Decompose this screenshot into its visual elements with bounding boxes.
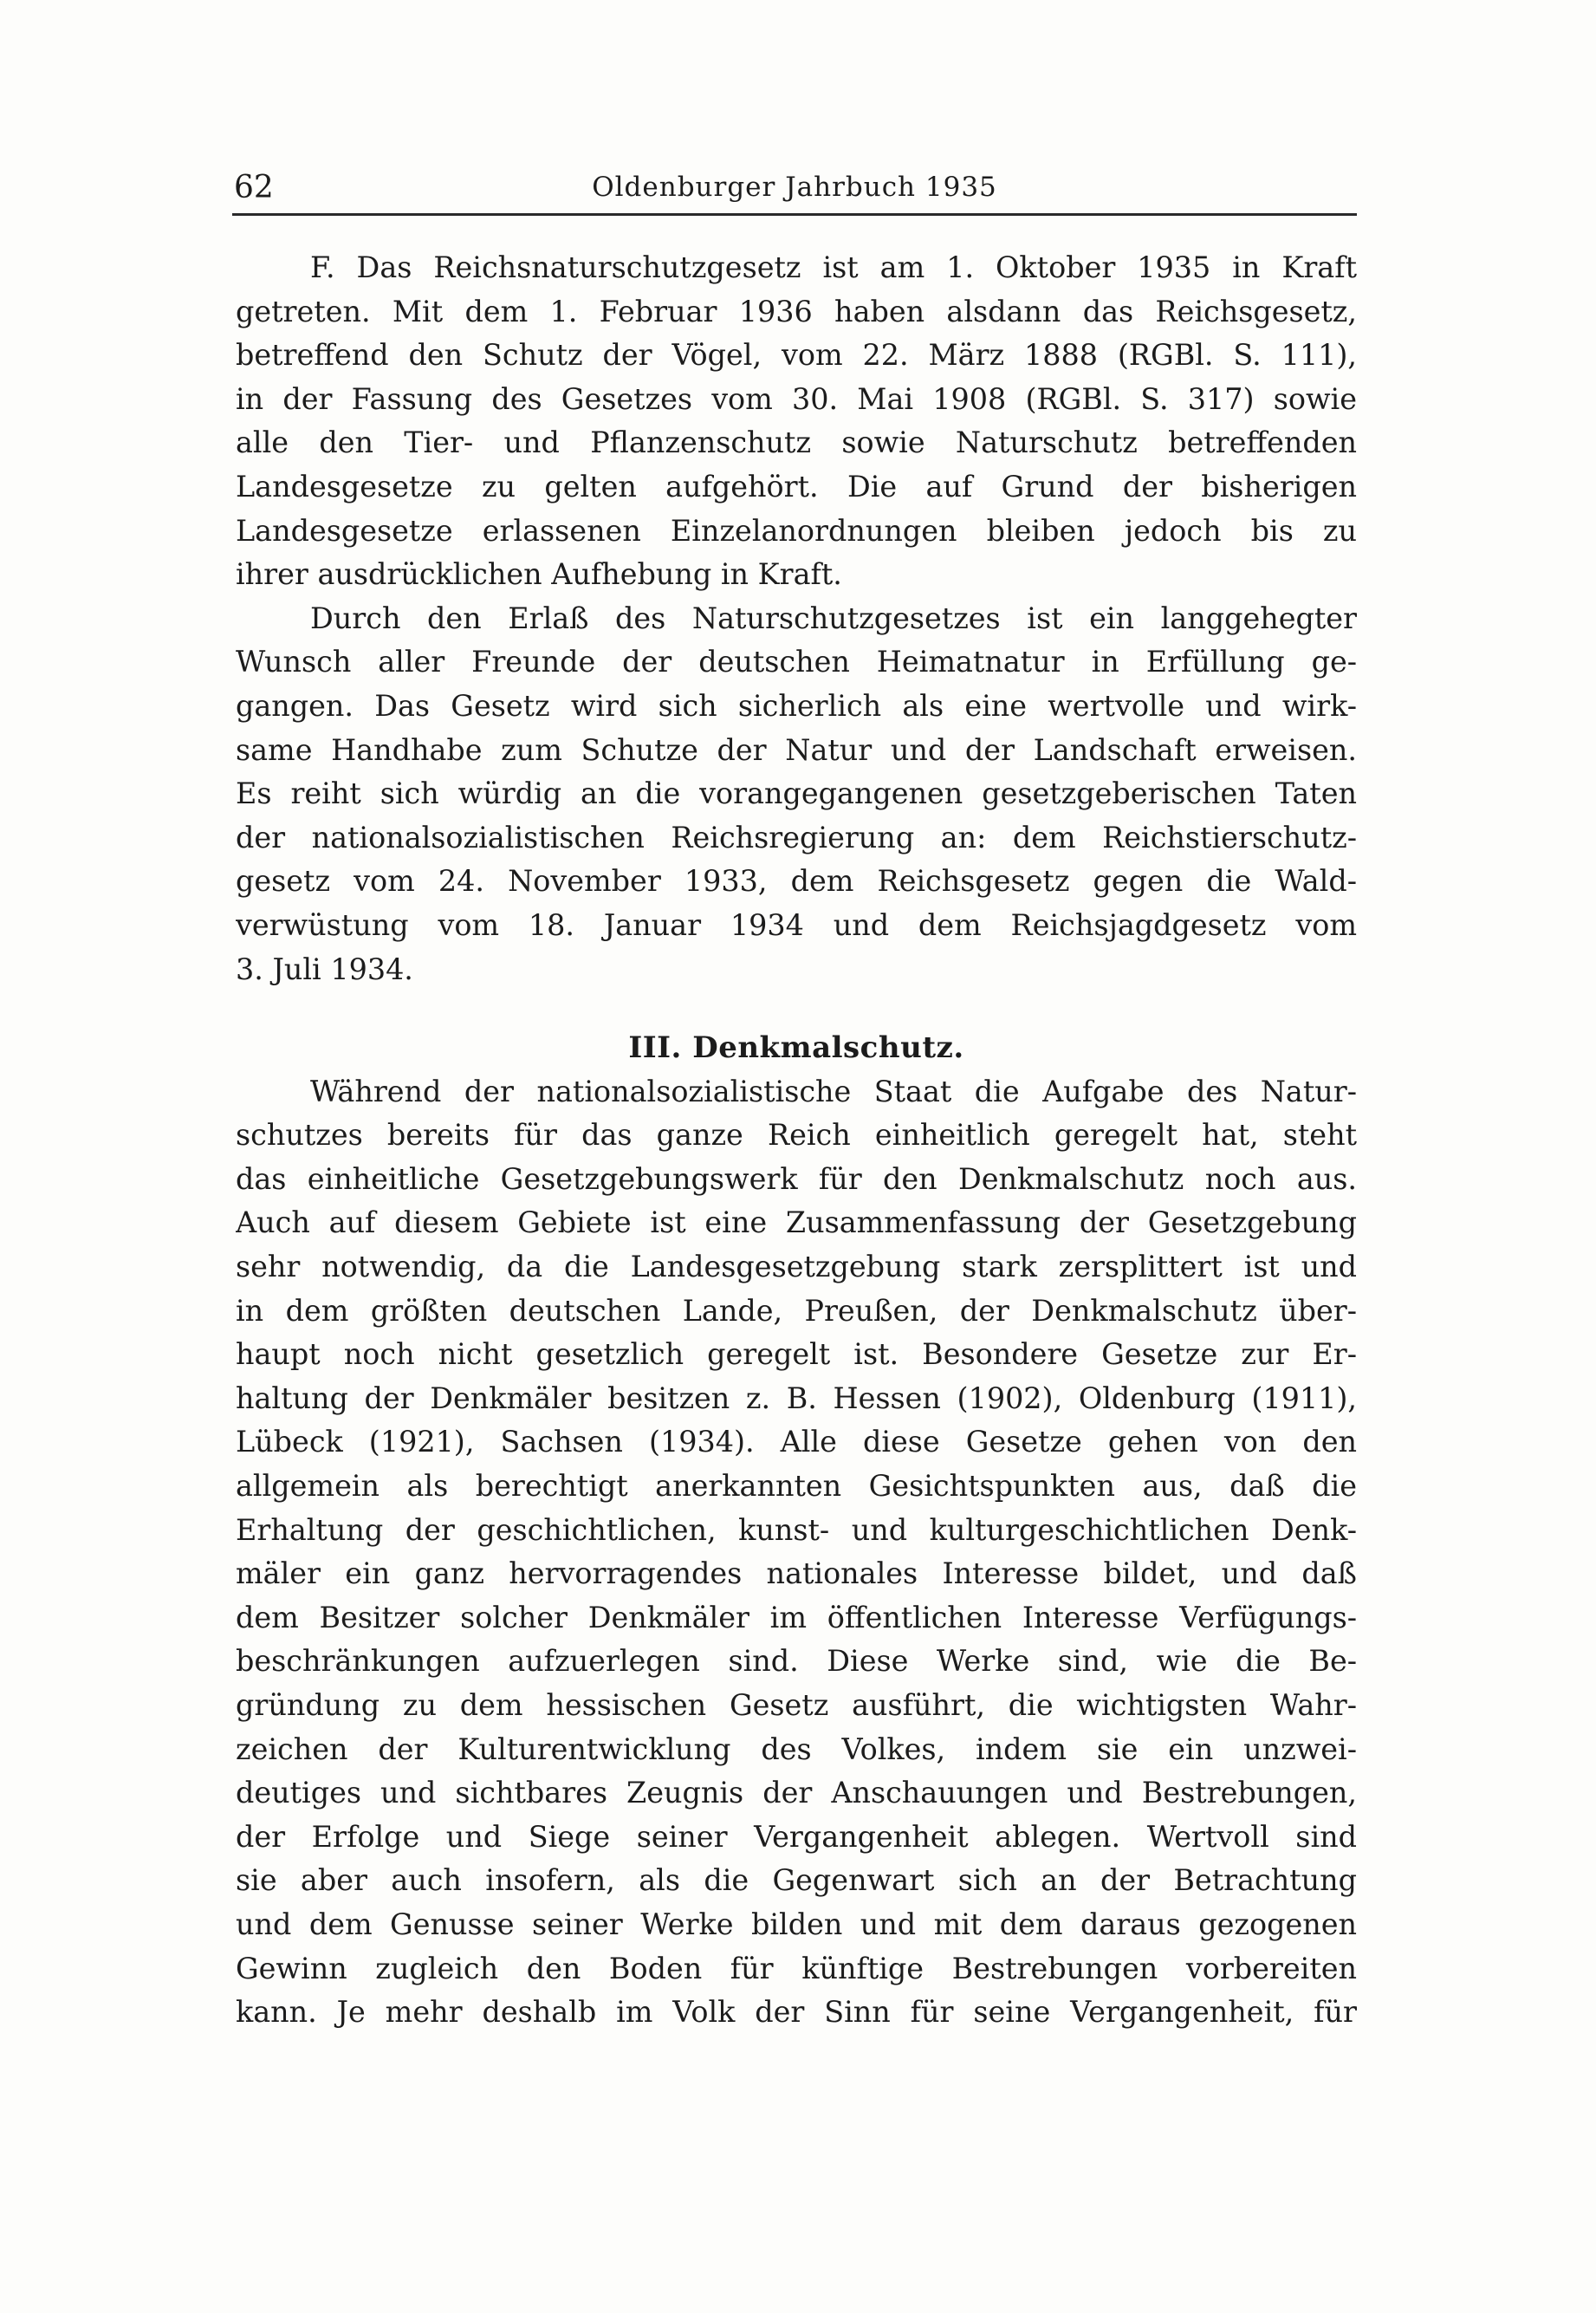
text-line: kann. Je mehr deshalb im Volk der Sinn für seine Vergangenheit, für — [236, 1995, 1357, 2030]
text-line: F. Das Reichsnaturschutzgesetz ist am 1. Oktober 1935 in Kraft — [310, 250, 1357, 284]
text-line: Landesgesetze zu gelten aufgehört. Die auf Grund der bisherigen — [236, 469, 1357, 504]
page-header — [232, 165, 1357, 216]
text-line: Es reiht sich würdig an die vorangegangenen gesetzgeberischen Taten — [236, 776, 1357, 811]
text-line: alle den Tier- und Pflanzenschutz sowie Naturschutz betreffenden — [236, 426, 1357, 460]
text-line: 3. Juli 1934. — [236, 952, 413, 986]
text-line: Auch auf diesem Gebiete ist eine Zusammenfassung der Gesetzgebung — [236, 1205, 1357, 1240]
text-line: verwüstung vom 18. Januar 1934 und dem Reichsjagdgesetz vom — [236, 907, 1357, 942]
text-line: same Handhabe zum Schutze der Natur und der Landschaft erweisen. — [236, 732, 1357, 767]
text-line: das einheitliche Gesetzgebungswerk für den Denkmalschutz noch aus. — [236, 1161, 1357, 1196]
text-line: Gewinn zugleich den Boden für künftige Bestrebungen vorbereiten — [236, 1951, 1357, 1985]
text-line: dem Besitzer solcher Denkmäler im öffentlichen Interesse Verfügungs- — [236, 1600, 1357, 1634]
text-line: beschränkungen aufzuerlegen sind. Diese Werke sind, wie die Be- — [236, 1644, 1357, 1679]
text-line: deutiges und sichtbares Zeugnis der Anschauungen und Bestrebungen, — [236, 1776, 1357, 1810]
text-line: betreffend den Schutz der Vögel, vom 22. März 1888 (RGBl. S. 111), — [236, 338, 1357, 373]
text-line: Wunsch aller Freunde der deutschen Heimatnatur in Erfüllung ge- — [236, 645, 1357, 679]
text-line: sie aber auch insofern, als die Gegenwart sich an der Betrachtung — [236, 1863, 1357, 1898]
text-line: gründung zu dem hessischen Gesetz ausführt, die wichtigsten Wahr- — [236, 1688, 1357, 1722]
text-line: allgemein als berechtigt anerkannten Gesichtspunkten aus, daß die — [236, 1469, 1357, 1504]
text-line: ihrer ausdrücklichen Aufhebung in Kraft. — [236, 557, 842, 592]
text-line: schutzes bereits für das ganze Reich einheitlich geregelt hat, steht — [236, 1118, 1357, 1153]
text-line: Erhaltung der geschichtlichen, kunst- und kulturgeschichtlichen Denk- — [236, 1512, 1357, 1547]
text-line: gangen. Das Gesetz wird sich sicherlich als eine wertvolle und wirk- — [236, 688, 1357, 723]
body-text — [236, 246, 1357, 2035]
text-line: gesetz vom 24. November 1933, dem Reichsgesetz gegen die Wald- — [236, 864, 1357, 899]
text-line: zeichen der Kulturentwicklung des Volkes, indem sie ein unzwei- — [236, 1732, 1357, 1766]
text-line: in dem größten deutschen Lande, Preußen, der Denkmalschutz über- — [236, 1293, 1357, 1328]
text-line: der nationalsozialistischen Reichsregierung an: dem Reichstierschutz- — [236, 820, 1357, 854]
text-line: Landesgesetze erlassenen Einzelanordnungen bleiben jedoch bis zu — [236, 513, 1357, 548]
text-line: der Erfolge und Siege seiner Vergangenheit ablegen. Wertvoll sind — [236, 1819, 1357, 1854]
text-line: haupt noch nicht gesetzlich geregelt ist. Besondere Gesetze zur Er- — [236, 1337, 1357, 1372]
text-line: haltung der Denkmäler besitzen z. B. Hessen (1902), Oldenburg (1911), — [236, 1381, 1357, 1415]
text-line: Während der nationalsozialistische Staat die Aufgabe des Natur- — [310, 1074, 1357, 1108]
text-line: getreten. Mit dem 1. Februar 1936 haben alsdann das Reichsgesetz, — [236, 294, 1357, 328]
text-line: in der Fassung des Gesetzes vom 30. Mai 1908 (RGBl. S. 317) sowie — [236, 381, 1357, 416]
page-number: 62 — [234, 170, 274, 205]
text-line: und dem Genusse seiner Werke bilden und mit dem daraus gezogenen — [236, 1907, 1357, 1941]
running-title: Oldenburger Jahrbuch 1935 — [592, 172, 997, 203]
text-line: Lübeck (1921), Sachsen (1934). Alle diese Gesetze gehen von den — [236, 1425, 1357, 1459]
text-line: sehr notwendig, da die Landesgesetzgebung stark zersplittert ist und — [236, 1250, 1357, 1284]
text-line: mäler ein ganz hervorragendes nationales Interesse bildet, und daß — [236, 1556, 1357, 1591]
text-line: Durch den Erlaß des Naturschutzgesetzes ist ein langgehegter — [310, 601, 1357, 635]
section-heading: III. Denkmalschutz. — [628, 1030, 964, 1066]
